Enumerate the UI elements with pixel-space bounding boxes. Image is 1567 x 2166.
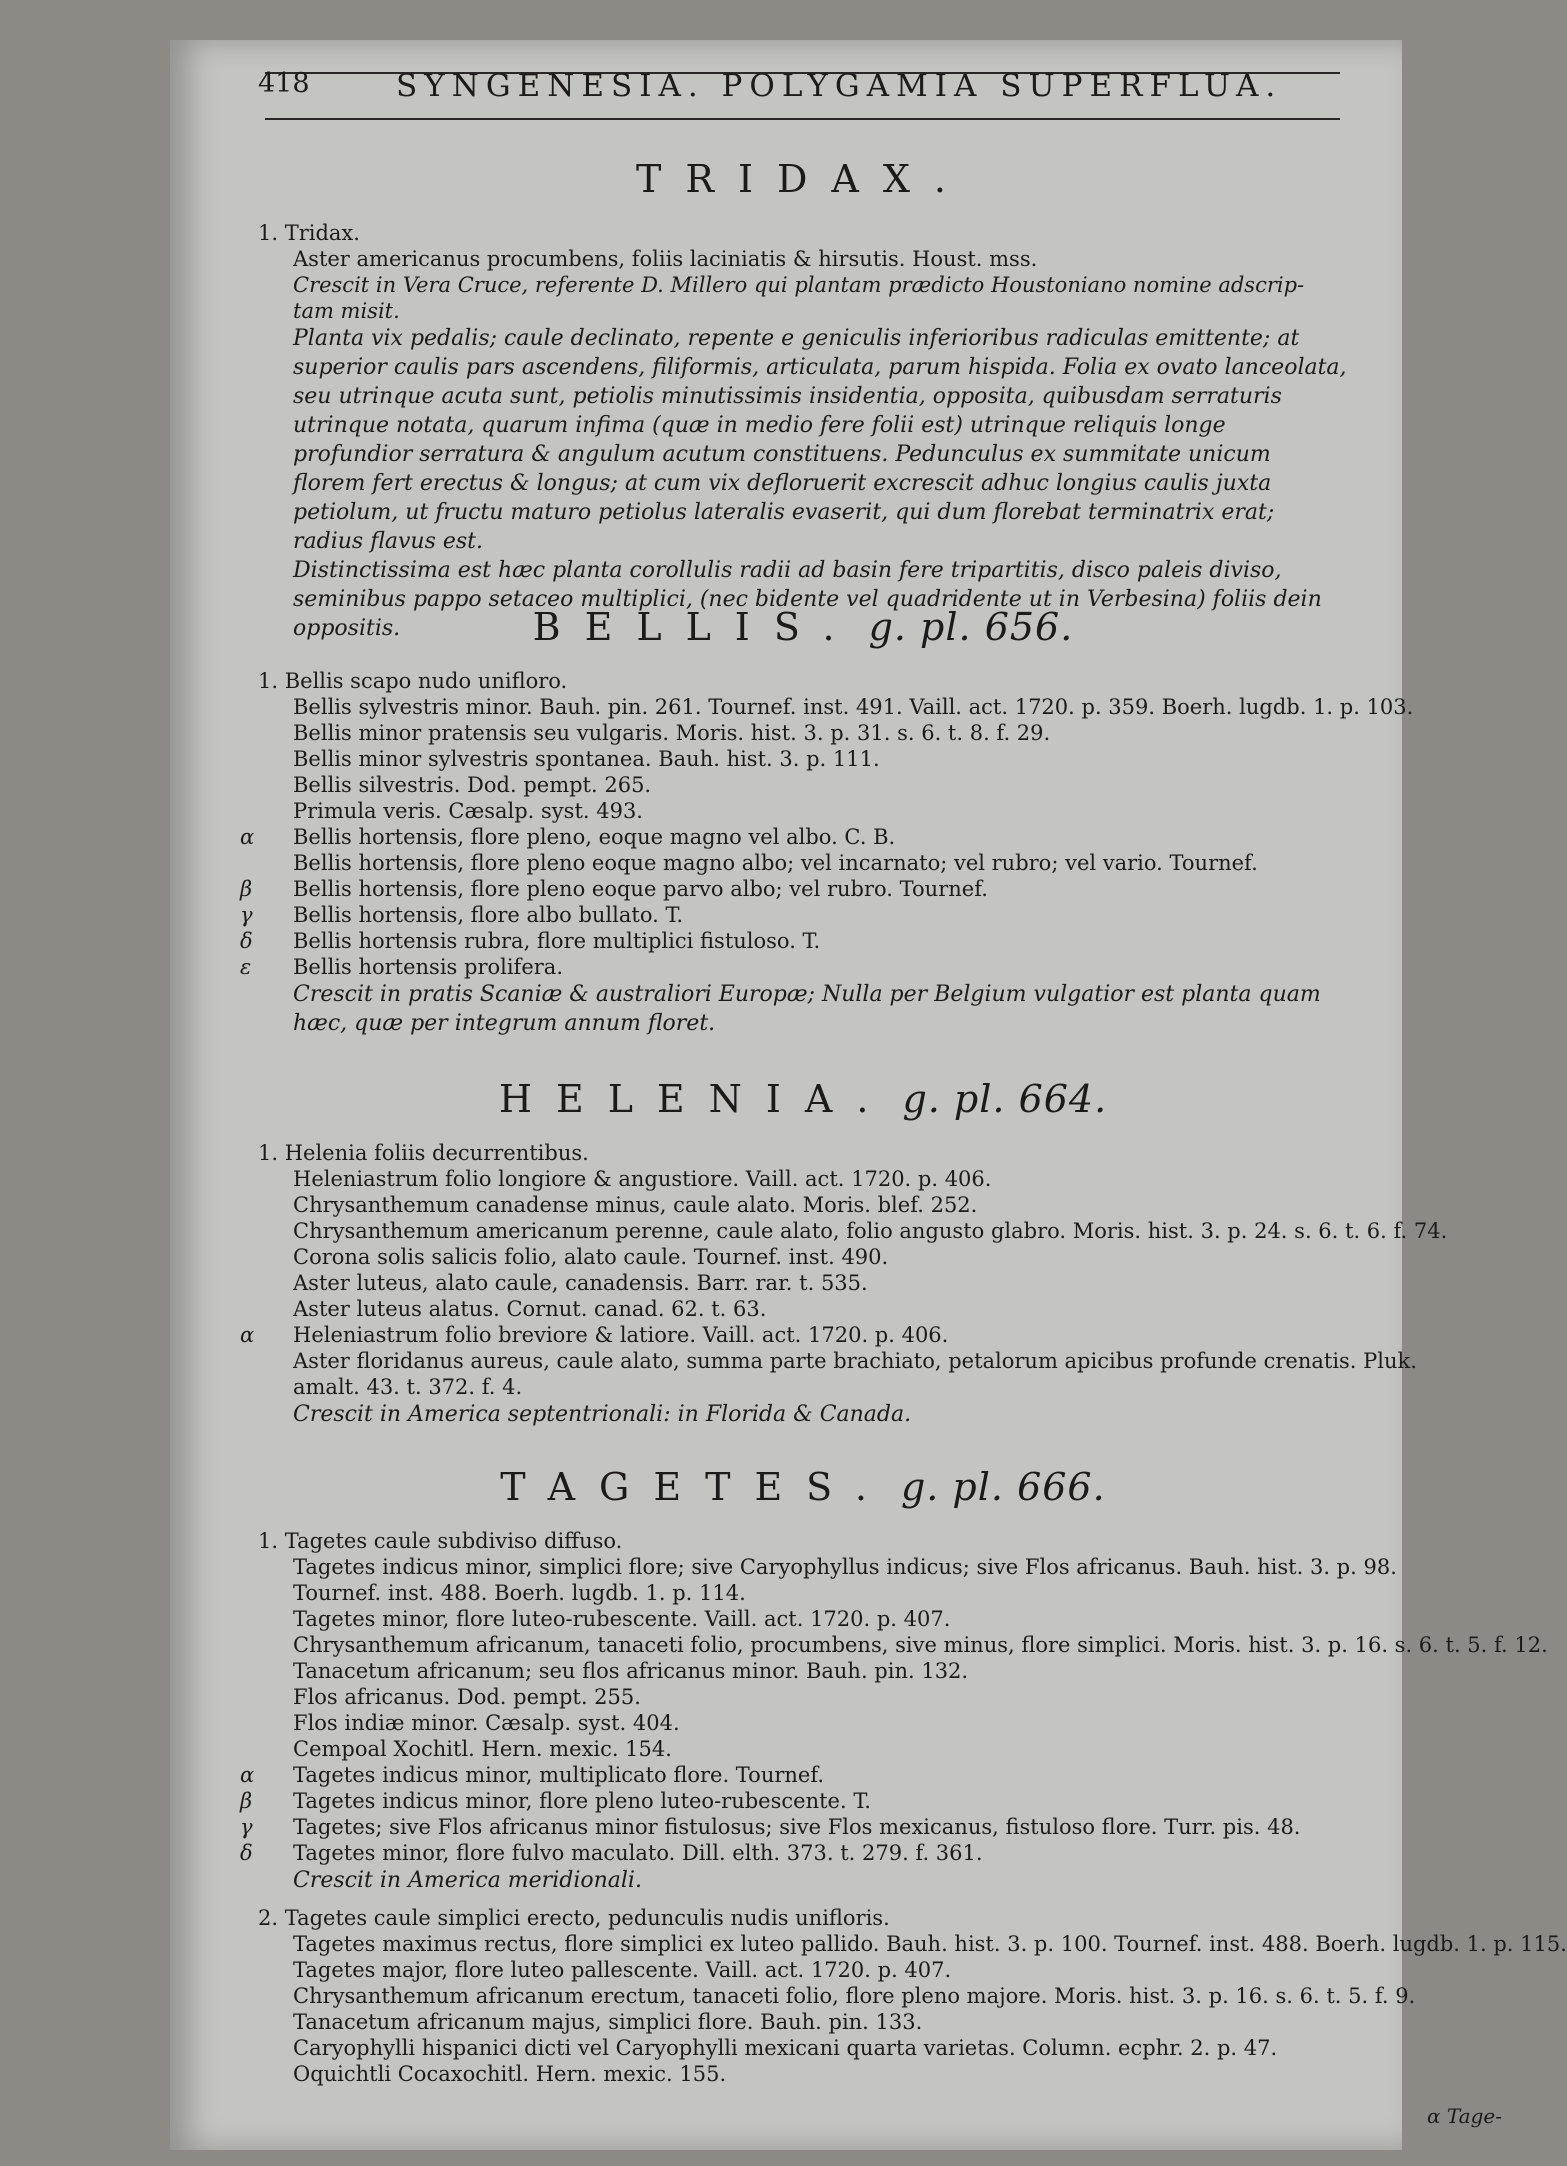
synonym-text: Tagetes major, flore luteo pallescente. Vaill. act. 1720. p. 407.	[293, 1958, 952, 1982]
tagetes-line	[258, 1658, 1348, 1684]
tagetes-line	[240, 1814, 1348, 1840]
tridax-line-2: Aster americanus procumbens, foliis laciniatis & hirsutis. Houst. mss.	[293, 247, 1038, 271]
bellis-synonyms	[240, 668, 1414, 980]
helenia-line	[258, 1374, 1348, 1400]
synonym-text: Tagetes; sive Flos africanus minor fistulosus; sive Flos mexicanus, fistuloso flore. Turr. pis. 48.	[293, 1815, 1301, 1839]
running-title: SYNGENESIA. POLYGAMIA SUPERFLUA.	[396, 68, 1283, 104]
tagetes-habitat: Crescit in America meridionali.	[293, 1868, 642, 1893]
helenia-line	[258, 1296, 1348, 1322]
variety-marker: α	[240, 1323, 255, 1347]
synonym-text: Bellis minor pratensis seu vulgaris. Moris. hist. 3. p. 31. s. 6. t. 8. f. 29.	[293, 721, 1051, 745]
synonym-text: Tagetes indicus minor, simplici flore; sive Caryophyllus indicus; sive Flos africanus. Bauh. hist. 3. p. 98.	[293, 1555, 1397, 1579]
tagetes2-line	[258, 2009, 1348, 2035]
genus-title-tridax: TRIDAX.	[635, 157, 970, 201]
tagetes-line	[258, 1710, 1348, 1736]
synonym-text: Bellis hortensis, flore pleno, eoque magno vel albo. C. B.	[293, 825, 896, 849]
synonym-text: Bellis hortensis, flore albo bullato. T.	[293, 903, 684, 927]
tagetes-line	[258, 1684, 1348, 1710]
section-tagetes	[240, 1450, 1567, 2087]
tridax-line-1: 1. Tridax.	[258, 221, 360, 245]
tagetes-synonyms	[240, 1528, 1548, 1866]
bellis-line	[258, 798, 1348, 824]
bellis-line	[258, 668, 1348, 694]
header-rule-bottom	[265, 118, 1340, 120]
tagetes2-line	[258, 2035, 1348, 2061]
variety-marker: γ	[240, 903, 253, 927]
synonym-text: Oquichtli Cocaxochitl. Hern. mexic. 155.	[293, 2062, 727, 2086]
synonym-text: Chrysanthemum canadense minus, caule alato. Moris. blef. 252.	[293, 1193, 978, 1217]
tagetes-line	[258, 1632, 1548, 1658]
synonym-text: Bellis hortensis rubra, flore multiplici fistuloso. T.	[293, 929, 821, 953]
bellis-line	[240, 902, 1348, 928]
bellis-line	[240, 954, 1348, 980]
synonym-text: amalt. 43. t. 372. f. 4.	[293, 1375, 523, 1399]
tagetes-line	[258, 1606, 1348, 1632]
tagetes2-line	[258, 1957, 1348, 1983]
synonym-text: Flos africanus. Dod. pempt. 255.	[293, 1685, 641, 1709]
synonym-text: Bellis sylvestris minor. Bauh. pin. 261. Tournef. inst. 491. Vaill. act. 1720. p. 359. Boerh. lugdb. 1. p. 103.	[293, 695, 1414, 719]
helenia-line	[258, 1218, 1448, 1244]
tagetes-line	[258, 1580, 1348, 1606]
bellis-habitat: Crescit in pratis Scaniæ & australiori Europæ; Nulla per Belgium vulgatior est planta quam hæc, quæ per integrum annum floret.	[293, 982, 1321, 1036]
synonym-text: Chrysanthemum americanum perenne, caule alato, folio angusto glabro. Moris. hist. 3. p. 24. s. 6. t. 6. f. 74.	[293, 1219, 1448, 1243]
synonym-text: Caryophylli hispanici dicti vel Caryophylli mexicani quarta varietas. Column. ecphr. 2. p. 47.	[293, 2036, 1278, 2060]
helenia-habitat: Crescit in America septentrionali: in Florida & Canada.	[293, 1402, 912, 1427]
section-bellis	[240, 590, 1414, 1038]
synonym-text: Aster luteus alatus. Cornut. canad. 62. t. 63.	[293, 1297, 767, 1321]
helenia-line	[258, 1244, 1348, 1270]
synonym-text: Chrysanthemum africanum erectum, tanaceti folio, flore pleno majore. Moris. hist. 3. p. 16. s. 6. t. 5. f. 9.	[293, 1984, 1416, 2008]
page-number: 418	[258, 68, 310, 99]
synonym-text: Tagetes minor, flore fulvo maculato. Dill. elth. 373. t. 279. f. 361.	[293, 1841, 983, 1865]
synonym-text: 1. Bellis scapo nudo unifloro.	[258, 669, 568, 693]
bellis-line	[258, 746, 1348, 772]
synonym-text: Corona solis salicis folio, alato caule. Tournef. inst. 490.	[293, 1245, 889, 1269]
synonym-text: Flos indiæ minor. Cæsalp. syst. 404.	[293, 1711, 680, 1735]
synonym-text: Tagetes indicus minor, multiplicato flore. Tournef.	[293, 1763, 825, 1787]
synonym-text: 2. Tagetes caule simplici erecto, pedunculis nudis unifloris.	[258, 1906, 890, 1930]
variety-marker: δ	[240, 929, 253, 953]
synonym-text: Aster floridanus aureus, caule alato, summa parte brachiato, petalorum apicibus profunde crenatis. Pluk.	[293, 1349, 1417, 1373]
helenia-line	[258, 1270, 1348, 1296]
synonym-text: Bellis hortensis, flore pleno eoque magno albo; vel incarnato; vel rubro; vel vario. Tournef.	[293, 851, 1258, 875]
tagetes-line	[258, 1528, 1348, 1554]
synonym-text: Bellis minor sylvestris spontanea. Bauh. hist. 3. p. 111.	[293, 747, 880, 771]
synonym-text: Tagetes maximus rectus, flore simplici ex luteo pallido. Bauh. hist. 3. p. 100. Tournef. inst. 488. Boerh. lugdb. 1. p. 115.	[293, 1932, 1567, 1956]
section-helenia	[240, 1062, 1448, 1429]
variety-marker: ε	[240, 955, 252, 979]
tagetes-line	[240, 1788, 1348, 1814]
synonym-text: Tagetes indicus minor, flore pleno luteo-rubescente. T.	[293, 1789, 871, 1813]
bellis-line	[240, 876, 1348, 902]
tridax-note: Distinctissima est hæc planta corollulis radii ad basin fere tripartitis, disco paleis diviso, seminibus pappo setaceo multiplici, (nec bidente vel quadridente ut in Verbesina) foliis dein oppositis.	[293, 558, 1322, 641]
synonym-text: Heleniastrum folio breviore & latiore. Vaill. act. 1720. p. 406.	[293, 1323, 949, 1347]
helenia-line	[258, 1192, 1348, 1218]
tagetes-species-2	[258, 1905, 1567, 2087]
synonym-text: Tagetes minor, flore luteo-rubescente. Vaill. act. 1720. p. 407.	[293, 1607, 951, 1631]
helenia-line	[240, 1322, 1348, 1348]
tagetes2-line	[258, 1905, 1348, 1931]
synonym-text: Chrysanthemum africanum, tanaceti folio, procumbens, sive minus, flore simplici. Moris. hist. 3. p. 16. s. 6. t. 5. f. 12.	[293, 1633, 1548, 1657]
bellis-line	[240, 928, 1348, 954]
synonym-text: Primula veris. Cæsalp. syst. 493.	[293, 799, 643, 823]
genus-title-bellis: BELLIS. g. pl. 656.	[532, 605, 1074, 649]
helenia-line	[258, 1166, 1348, 1192]
synonym-text: Bellis hortensis prolifera.	[293, 955, 563, 979]
tagetes2-line	[258, 1931, 1567, 1957]
variety-marker: α	[240, 1763, 255, 1787]
tagetes-line	[258, 1554, 1397, 1580]
genus-title-tagetes: TAGETES. g. pl. 666.	[500, 1465, 1106, 1509]
tagetes-line	[240, 1762, 1348, 1788]
bellis-line	[240, 824, 1348, 850]
variety-marker: δ	[240, 1841, 253, 1865]
tridax-line-4: tam misit.	[293, 299, 400, 323]
variety-marker: α	[240, 825, 255, 849]
tridax-description: Planta vix pedalis; caule declinato, repente e geniculis inferioribus radiculas emittente; at superior caulis pars ascendens, filiformis, articulata, parum hispida. Folia ex ovato lanceolata, seu utrinque acuta sunt, petiolis minutissimis insidentia, opposita, quibusdam serraturis utrinque notata, quarum infima (quæ in medio fere folii est) utrinque reliquis longe profundior serratura & angulum acutum constituens. Pedunculus ex summitate unicum florem fert erectus & longus; at cum vix defloruerit excrescit adhuc longius caulis juxta petiolum, ut fructu maturo petiolus lateralis evaserit, qui dum florebat terminatrix erat; radius flavus est.	[293, 326, 1347, 554]
synonym-text: 1. Helenia foliis decurrentibus.	[258, 1141, 589, 1165]
bellis-line	[258, 850, 1348, 876]
synonym-text: Bellis silvestris. Dod. pempt. 265.	[293, 773, 652, 797]
tagetes2-line	[258, 1983, 1416, 2009]
tagetes-line	[258, 1736, 1348, 1762]
synonym-text: Tanacetum africanum majus, simplici flore. Bauh. pin. 133.	[293, 2010, 923, 2034]
tagetes2-line	[258, 2061, 1348, 2087]
bellis-line	[258, 694, 1414, 720]
genus-title-helenia: HELENIA. g. pl. 664.	[498, 1077, 1108, 1121]
synonym-text: Tanacetum africanum; seu flos africanus minor. Bauh. pin. 132.	[293, 1659, 969, 1683]
synonym-text: 1. Tagetes caule subdiviso diffuso.	[258, 1529, 623, 1553]
synonym-text: Aster luteus, alato caule, canadensis. Barr. rar. t. 535.	[293, 1271, 868, 1295]
bellis-line	[258, 720, 1348, 746]
variety-marker: β	[240, 877, 253, 901]
synonym-text: Tournef. inst. 488. Boerh. lugdb. 1. p. 114.	[293, 1581, 746, 1605]
tagetes-line	[240, 1840, 1348, 1866]
variety-marker: γ	[240, 1815, 253, 1839]
synonym-text: Heleniastrum folio longiore & angustiore. Vaill. act. 1720. p. 406.	[293, 1167, 992, 1191]
helenia-synonyms	[240, 1140, 1448, 1400]
helenia-line	[258, 1348, 1417, 1374]
catchword: α Tage-	[1427, 2104, 1502, 2128]
tridax-line-3: Crescit in Vera Cruce, referente D. Millero qui plantam prædicto Houstoniano nomine adscrip-	[293, 273, 1305, 297]
synonym-text: Bellis hortensis, flore pleno eoque parvo albo; vel rubro. Tournef.	[293, 877, 988, 901]
bellis-line	[258, 772, 1348, 798]
helenia-line	[258, 1140, 1348, 1166]
variety-marker: β	[240, 1789, 253, 1813]
synonym-text: Cempoal Xochitl. Hern. mexic. 154.	[293, 1737, 672, 1761]
section-tridax	[258, 142, 1348, 643]
